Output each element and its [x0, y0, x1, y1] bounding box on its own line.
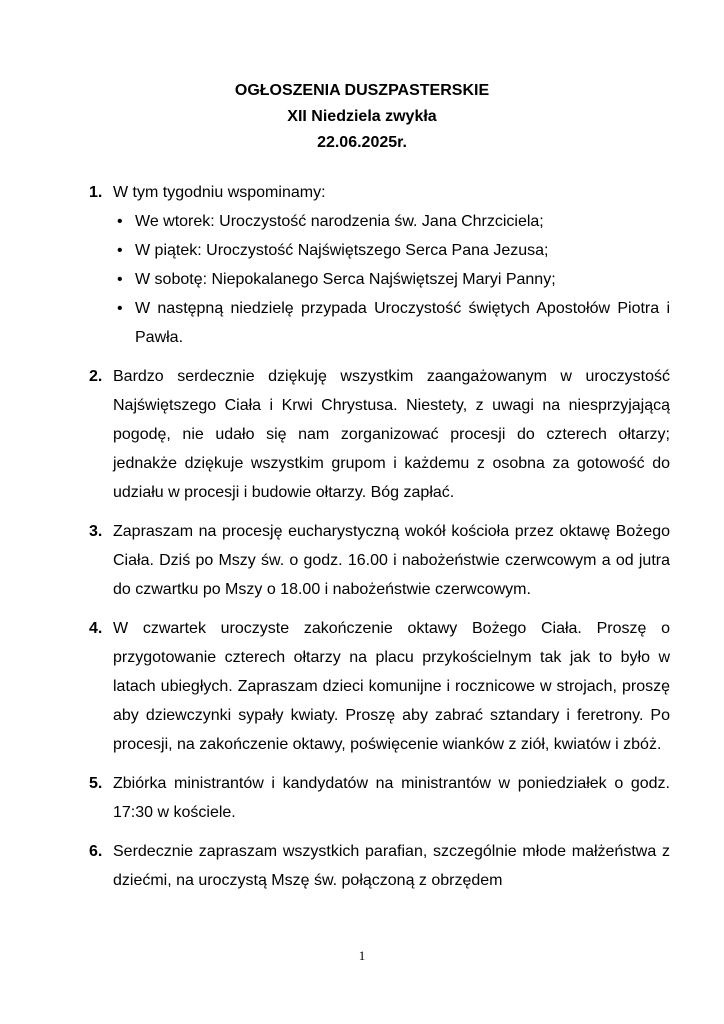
announcement-number: 6.	[89, 843, 103, 860]
announcement-text: Serdecznie zapraszam wszystkich parafian, szczególnie młode małżeństwa z dziećmi, na uroczystą Mszę św. połączoną z obrzędem	[113, 843, 670, 889]
announcement-text: W tym tygodniu wspominamy:	[113, 184, 326, 201]
bullet-item: • W następną niedzielę przypada Uroczystość świętych Apostołów Piotra i Pawła.	[113, 294, 670, 352]
announcement-number: 5.	[89, 775, 103, 792]
announcement-text: Bardzo serdecznie dziękuję wszystkim zaangażowanym w uroczystość Najświętszego Ciała i Krwi Chrystusa. Niestety, z uwagi na niesprzyjającą pogodę, nie udało się nam zorganizować procesji do czterech ołtarzy; jednakże dziękuje wszystkim grupom i każdemu z osobna za gotowość do udziału w procesji i budowie ołtarzy. Bóg zapłać.	[113, 368, 670, 501]
announcement-number: 2.	[89, 368, 103, 385]
document-header	[0, 78, 724, 156]
announcement-5	[89, 769, 670, 827]
bullet-item: • W piątek: Uroczystość Najświętszego Serca Pana Jezusa;	[113, 236, 670, 265]
bullet-item: • W sobotę: Niepokalanego Serca Najświętszej Maryi Panny;	[113, 265, 670, 294]
document-subtitle: XII Niedziela zwykła	[287, 108, 437, 125]
document-date: 22.06.2025r.	[317, 134, 407, 151]
announcement-2	[89, 362, 670, 507]
announcement-4	[89, 614, 670, 759]
announcement-3	[89, 517, 670, 604]
announcement-text: Zbiórka ministrantów i kandydatów na ministrantów w poniedziałek o godz. 17:30 w kościele.	[113, 775, 670, 821]
announcement-number: 4.	[89, 620, 103, 637]
announcement-text: W czwartek uroczyste zakończenie oktawy Bożego Ciała. Proszę o przygotowanie czterech ołtarzy na placu przykościelnym tak jak to było w latach ubiegłych. Zapraszam dzieci komunijne i rocznicowe w strojach, proszę aby dziewczynki sypały kwiaty. Proszę aby zabrać sztandary i feretrony. Po procesji, na zakończenie oktawy, poświęcenie wianków z ziół, kwiatów i zbóż.	[113, 620, 670, 753]
announcement-number: 1.	[89, 184, 103, 201]
announcement-1	[89, 178, 670, 352]
announcement-text: Zapraszam na procesję eucharystyczną wokół kościoła przez oktawę Bożego Ciała. Dziś po Mszy św. o godz. 16.00 i nabożeństwie czerwcowym a od jutra do czwartku po Mszy o 18.00 i nabożeństwie czerwcowym.	[113, 523, 670, 598]
bullet-item: • We wtorek: Uroczystość narodzenia św. Jana Chrzciciela;	[113, 207, 670, 236]
bullet-list	[113, 207, 670, 352]
document-title: OGŁOSZENIA DUSZPASTERSKIE	[234, 82, 490, 99]
page-number: 1	[358, 948, 366, 963]
announcements-list	[89, 178, 670, 905]
announcement-6	[89, 837, 670, 895]
announcement-number: 3.	[89, 523, 103, 540]
